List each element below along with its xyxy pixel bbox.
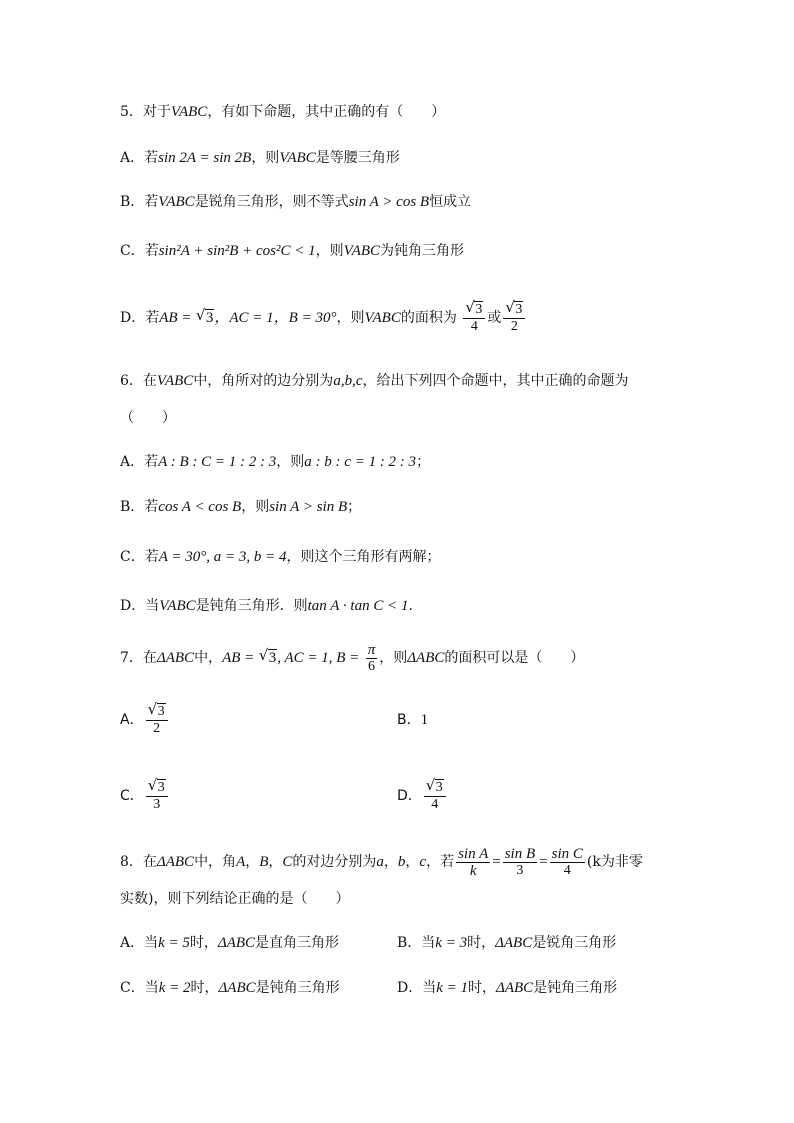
q6-option-a (120, 452, 430, 472)
q8-angle-b: B (259, 854, 269, 870)
q7-stem-pi-den: 6 (367, 658, 375, 674)
q8-d-math: k = 1 (436, 980, 469, 996)
q5-c-post: 为钝角三角形 (380, 243, 465, 259)
q5-b-mid: 是锐角三角形，则不等式 (194, 194, 349, 210)
q6-a-pre: A．若 (120, 454, 159, 470)
q8-option-a (120, 933, 339, 953)
q5-a-math: sin 2A = sin 2B (158, 150, 252, 166)
q8-stem-line2-text: 实数)，则下列结论正确的是（ ） (120, 891, 350, 907)
q7-d-fraction (424, 780, 446, 813)
q8-stem-line2 (120, 889, 349, 909)
q7-option-c (120, 776, 170, 816)
q8-triangle: ΔABC (156, 854, 195, 870)
q7-option-d (397, 776, 448, 816)
q8-fraction-2 (503, 846, 537, 879)
q5-stem-post: ，有如下命题，其中正确的有（ ） (207, 104, 446, 120)
q8-eq-2: = (539, 854, 548, 870)
q6-option-d (120, 596, 422, 616)
q8-f1-num: sin A (458, 845, 489, 862)
q8-stem-sides: 的对边分别为 (292, 854, 377, 870)
q6-c-math: A = 30°, a = 3, b = 4 (158, 549, 287, 565)
q6-stem-paren (120, 408, 176, 428)
q8-d-end: 是钝角三角形 (533, 980, 618, 996)
q7-triangle: ΔABC (156, 650, 195, 666)
q6-a-math2: a : b : c = 1 : 2 : 3 (304, 454, 417, 470)
q7-a-fraction (146, 704, 168, 737)
q5-d-triangle: VABC (364, 310, 401, 326)
q6-d-pre: D．当 (120, 598, 160, 614)
q7-stem-mid: 中， (194, 650, 223, 666)
q7-d-num: 3 (435, 779, 443, 795)
q6-b-math1: cos A < cos B (158, 499, 242, 515)
q8-eq-1: = (492, 854, 501, 870)
q5-option-b (120, 192, 471, 212)
q6-b-post: ； (347, 499, 362, 515)
q5-d-or: 或 (487, 310, 502, 326)
q8-d-pre: D．当 (397, 980, 437, 996)
q8-c-end: 是钝角三角形 (255, 980, 340, 996)
q7-a-label: A． (120, 712, 144, 728)
q5-a-post: 是等腰三角形 (315, 150, 400, 166)
q7-c-fraction (146, 780, 168, 813)
q5-stem (120, 102, 445, 122)
q5-triangle: VABC (170, 104, 208, 120)
q7-stem-sqrt-radicand: 3 (268, 650, 277, 666)
q8-f3-num: sin C (551, 845, 583, 862)
q6-stem-pre: 6．在 (120, 373, 157, 389)
q6-d-math: tan A · tan C < 1 (307, 598, 409, 614)
q8-a-end: 是直角三角形 (255, 935, 340, 951)
q7-c-num: 3 (157, 779, 165, 795)
q6-option-c (120, 547, 440, 567)
q8-c-triangle: ΔABC (218, 980, 256, 996)
q5-d-fraction-2 (503, 302, 525, 335)
q7-d-label: D． (397, 788, 422, 804)
q8-fraction-1 (456, 846, 490, 879)
q5-d-pre: D．若 (120, 310, 160, 326)
q8-a-triangle: ΔABC (217, 935, 256, 951)
q5-option-d (120, 298, 527, 338)
q7-stem-sqrt (259, 638, 278, 678)
q6-d-triangle: VABC (159, 598, 196, 614)
q8-f1-den: k (469, 862, 477, 879)
q8-c-post: 时， (190, 980, 219, 996)
q8-a-pre: A．当 (120, 935, 159, 951)
q5-d-sqrt-radicand: 3 (205, 310, 214, 326)
q8-sep-1: ， (245, 854, 260, 870)
q7-d-den: 4 (431, 796, 439, 812)
q8-a-math: k = 5 (158, 935, 190, 951)
q8-sep-2: ， (268, 854, 283, 870)
q6-stem (120, 371, 628, 391)
q7-a-num: 3 (157, 703, 165, 719)
q5-d-mid: ，则 (336, 310, 365, 326)
q8-angle-c: C (282, 854, 293, 870)
q6-stem-abc: a,b,c (333, 373, 363, 389)
q5-d-ac: ，AC = 1，B = 30° (214, 310, 337, 326)
q8-f3-den: 4 (563, 862, 571, 878)
q8-b-post: 时， (467, 935, 496, 951)
q5-b-math: sin A > cos B (348, 194, 430, 210)
q8-option-d (397, 978, 617, 998)
q7-a-den: 2 (153, 720, 161, 736)
q6-a-math1: A : B : C = 1 : 2 : 3 (158, 454, 277, 470)
q6-b-mid: ，则 (241, 499, 270, 515)
q5-d-ab: AB = (159, 310, 192, 326)
q5-d-f2-num: 3 (515, 301, 523, 317)
q5-d-area: 的面积为 (400, 310, 457, 326)
q8-c-pre: C．当 (120, 980, 159, 996)
q8-stem (120, 842, 643, 882)
q8-stem-mid: 中，角 (194, 854, 237, 870)
q7-stem-math2: , AC = 1, B = (277, 650, 360, 666)
q8-c-math: k = 2 (158, 980, 191, 996)
q8-side-b: b (397, 854, 406, 870)
q5-option-c (120, 241, 464, 261)
q6-option-b (120, 497, 361, 517)
q7-b-value: 1 (420, 712, 429, 728)
q7-stem-triangle-2: ΔABC (407, 650, 445, 666)
q8-option-c (120, 978, 340, 998)
q8-d-post: 时， (468, 980, 497, 996)
q6-b-math2: sin A > sin B (269, 499, 348, 515)
q5-a-triangle: VABC (279, 150, 316, 166)
q8-stem-if: ，若 (426, 854, 455, 870)
q7-stem-pi-fraction (366, 642, 378, 675)
q5-d-f1-den: 4 (470, 318, 478, 334)
q5-a-pre: A．若 (120, 150, 159, 166)
q8-b-math: k = 3 (435, 935, 468, 951)
q7-c-den: 3 (153, 796, 161, 812)
q5-b-triangle: VABC (158, 194, 195, 210)
q6-d-mid: 是钝角三角形．则 (195, 598, 308, 614)
q6-stem-mid: 中，角所对的边分别为 (193, 373, 334, 389)
q6-b-pre: B．若 (120, 499, 159, 515)
q6-a-mid: ，则 (276, 454, 305, 470)
q8-option-b (397, 933, 616, 953)
q8-f2-den: 3 (516, 862, 524, 878)
q7-option-a (120, 700, 170, 740)
q5-b-pre: B．若 (120, 194, 159, 210)
q7-stem-pre: 7．在 (120, 650, 157, 666)
q8-d-triangle: ΔABC (496, 980, 534, 996)
q8-stem-k: (k为非零 (586, 854, 643, 870)
q8-side-a: a (376, 854, 384, 870)
q7-stem-pi-num: π (367, 641, 376, 658)
q7-stem-post2: 的面积可以是（ ） (444, 650, 585, 666)
q8-fraction-3 (550, 846, 585, 879)
q5-d-fraction-1 (463, 302, 485, 335)
q6-paren: （ ） (120, 410, 176, 426)
q5-c-pre: C．若 (120, 243, 159, 259)
q6-triangle: VABC (156, 373, 194, 389)
q5-c-triangle: VABC (343, 243, 381, 259)
q8-b-pre: B．当 (397, 935, 436, 951)
q5-a-mid: ，则 (251, 150, 280, 166)
q8-stem-pre: 8．在 (120, 854, 157, 870)
q7-stem-math1: AB = (222, 650, 255, 666)
q5-b-post: 恒成立 (429, 194, 472, 210)
q8-b-triangle: ΔABC (495, 935, 533, 951)
q5-c-math: sin²A + sin²B + cos²C < 1 (158, 243, 316, 259)
q8-sep-4: ， (405, 854, 420, 870)
q8-sep-3: ， (383, 854, 398, 870)
q8-angle-a: A (236, 854, 246, 870)
q8-side-c: c (419, 854, 427, 870)
q5-d-f2-den: 2 (510, 318, 518, 334)
q8-a-post: 时， (189, 935, 218, 951)
q8-b-end: 是锐角三角形 (532, 935, 617, 951)
q7-option-b (397, 700, 428, 740)
q7-b-label: B． (397, 712, 421, 728)
q7-stem (120, 638, 584, 678)
q6-c-post: ，则这个三角形有两解； (286, 549, 441, 565)
q7-c-label: C． (120, 788, 144, 804)
q6-d-post: ． (408, 598, 423, 614)
q6-a-post: ； (416, 454, 431, 470)
q5-option-a (120, 148, 400, 168)
q7-stem-post1: ，则 (379, 650, 408, 666)
q6-stem-post: ，给出下列四个命题中，其中正确的命题为 (362, 373, 629, 389)
q5-d-f1-num: 3 (475, 301, 483, 317)
q5-d-sqrt (196, 298, 215, 338)
q8-f2-num: sin B (504, 845, 536, 862)
q5-stem-pre: 5．对于 (120, 104, 171, 120)
q5-c-mid: ，则 (315, 243, 344, 259)
q6-c-pre: C．若 (120, 549, 159, 565)
